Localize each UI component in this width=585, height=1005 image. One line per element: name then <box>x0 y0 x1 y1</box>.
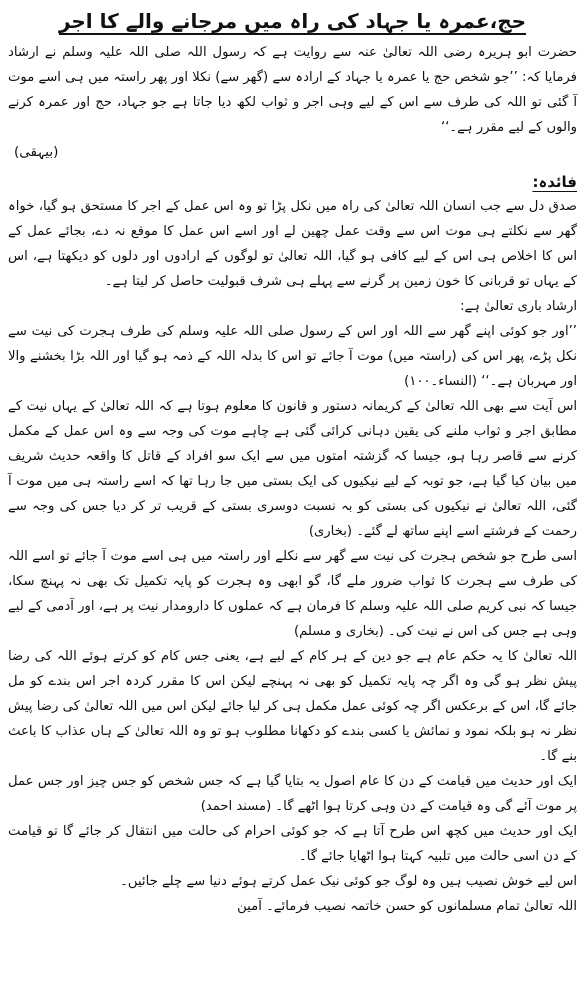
paragraph: صدق دل سے جب انسان اللہ تعالیٰ کی راہ میں نکل پڑا تو وہ اس عمل کے اجر کا مستحق ہو گیا، خواہ گھر سے نکلتے ہی موت اس سے وقت عمل چھین لے اور اسے اس عمل کا موقع نہ دے، بجائے عمل کے اس کا اخلاص ہی اس کے لیے کافی ہو گیا، اللہ تعالیٰ تو لوگوں کے ارادوں اور دلوں کو دیکھتا ہے، اس کے یہاں تو قربانی کا خون زمین پر گرنے سے پہلے ہی شرف قبولیت حاصل کر لیتا ہے۔ <box>8 199 577 289</box>
paragraph: اس لیے خوش نصیب ہیں وہ لوگ جو کوئی نیک عمل کرتے ہوئے دنیا سے چلے جائیں۔ <box>120 874 577 889</box>
paragraph: ایک اور حدیث میں کچھ اس طرح آتا ہے کہ جو کوئی احرام کی حالت میں انتقال کر جائے گا تو قیامت کے دن اسی حالت میں تلبیہ کہتا ہوا اٹھایا جائے گا۔ <box>8 824 577 864</box>
paragraph: اس آیت سے بھی اللہ تعالیٰ کے کریمانہ دستور و قانون کا معلوم ہوتا ہے کہ اللہ تعالیٰ کے یہاں نیت کے مطابق اجر و ثواب ملنے کی یقین دہانی کرائی گئی ہے چاہے موت کی وجہ سے وہ اس عمل کے مکمل کرنے سے قاصر رہا ہو، جیسا کہ گزشتہ امتوں میں سے ایک سو افراد کے قاتل کا واقعہ حدیث شریف میں بیان کیا گیا ہے، جو توبہ کے لیے نیکیوں کی ایک بستی میں جا رہا تھا کہ اسے راستہ ہی میں موت آ گئی، اللہ تعالیٰ نے نیکیوں کی بستی کو بہ نسبت دوسری بستی کے قریب تر کر دیا جس کی وجہ سے رحمت کے فرشتے اسے اپنے ساتھ لے گئے۔ (بخاری) <box>8 399 577 539</box>
faida-heading: فائدہ: <box>532 173 577 191</box>
paragraph: ایک اور حدیث میں قیامت کے دن کا عام اصول یہ بتایا گیا ہے کہ جس شخص کو جس چیز اور جس عمل پر موت آئے گی وہ قیامت کے دن وہی کرتا ہوا اٹھے گا۔ (مسند احمد) <box>8 774 577 814</box>
page-title: حج،عمرہ یا جہاد کی راہ میں مرجانے والے کا اجر <box>58 9 527 33</box>
paragraph: ارشاد باری تعالیٰ ہے: <box>460 299 577 314</box>
hadith-text: حضرت ابو ہریرہ رضی اللہ تعالیٰ عنہ سے روایت ہے کہ رسول اللہ صلی اللہ علیہ وسلم نے ارشاد فرمایا کہ: ’’جو شخص حج یا عمرہ یا جہاد کے ارادہ سے (گھر سے) نکلا اور پھر راستہ میں ہی اسے موت آ گئی تو اللہ کی طرف سے اس کے لیے وہی اجر و ثواب لکھ دیا جاتا ہے جو جہاد، حج اور عمرہ کرنے والوں کے لیے مقرر ہے۔‘‘ <box>8 45 577 135</box>
closing-dua: اللہ تعالیٰ تمام مسلمانوں کو حسن خاتمہ نصیب فرمائے۔ آمین <box>237 899 577 914</box>
quran-verse: ’’اور جو کوئی اپنے گھر سے اللہ اور اس کے رسول صلی اللہ علیہ وسلم کی طرف ہجرت کی نیت سے نکل پڑے، پھر اس کی (راستہ میں) موت آ جائے تو اس کا بدلہ اللہ کے ذمہ ہو گیا اور اللہ بڑا بخشنے والا اور مہربان ہے۔‘‘ (النساء۔۱۰۰) <box>8 324 577 389</box>
paragraph: اسی طرح جو شخص ہجرت کی نیت سے گھر سے نکلے اور راستہ میں ہی اسے موت آ جائے تو اسے اللہ کی طرف سے ہجرت کا ثواب ضرور ملے گا، گو ابھی وہ ہجرت کو پایہ تکمیل تک بھی نہ پہنچ سکا، جیسا کہ نبی کریم صلی اللہ علیہ وسلم کا فرمان ہے کہ عملوں کا دارومدار نیت پر ہے، اور آدمی کے لیے وہی ہے جس کی اس نے نیت کی۔ (بخاری و مسلم) <box>8 549 577 639</box>
hadith-source: (بیہقی) <box>14 144 59 160</box>
paragraph: اللہ تعالیٰ کا یہ حکم عام ہے جو دین کے ہر کام کے لیے ہے، یعنی جس کام کو کرتے ہوئے اللہ کی رضا پیش نظر ہو گی وہ اگر چہ پایہ تکمیل کو بھی نہ پہنچے لیکن اس کا مقرر کردہ اجر اس بندے کو مل جائے گا، اس کے برعکس اگر چہ کوئی عمل مکمل ہی کر لیا جائے لیکن اس میں اللہ تعالیٰ کی رضا پیش نظر نہ ہو بلکہ نمود و نمائش یا کسی بندے کو دکھانا مطلوب ہو تو وہ اللہ تعالیٰ کے ہاں عذاب کا باعث بنے گا۔ <box>8 649 577 764</box>
